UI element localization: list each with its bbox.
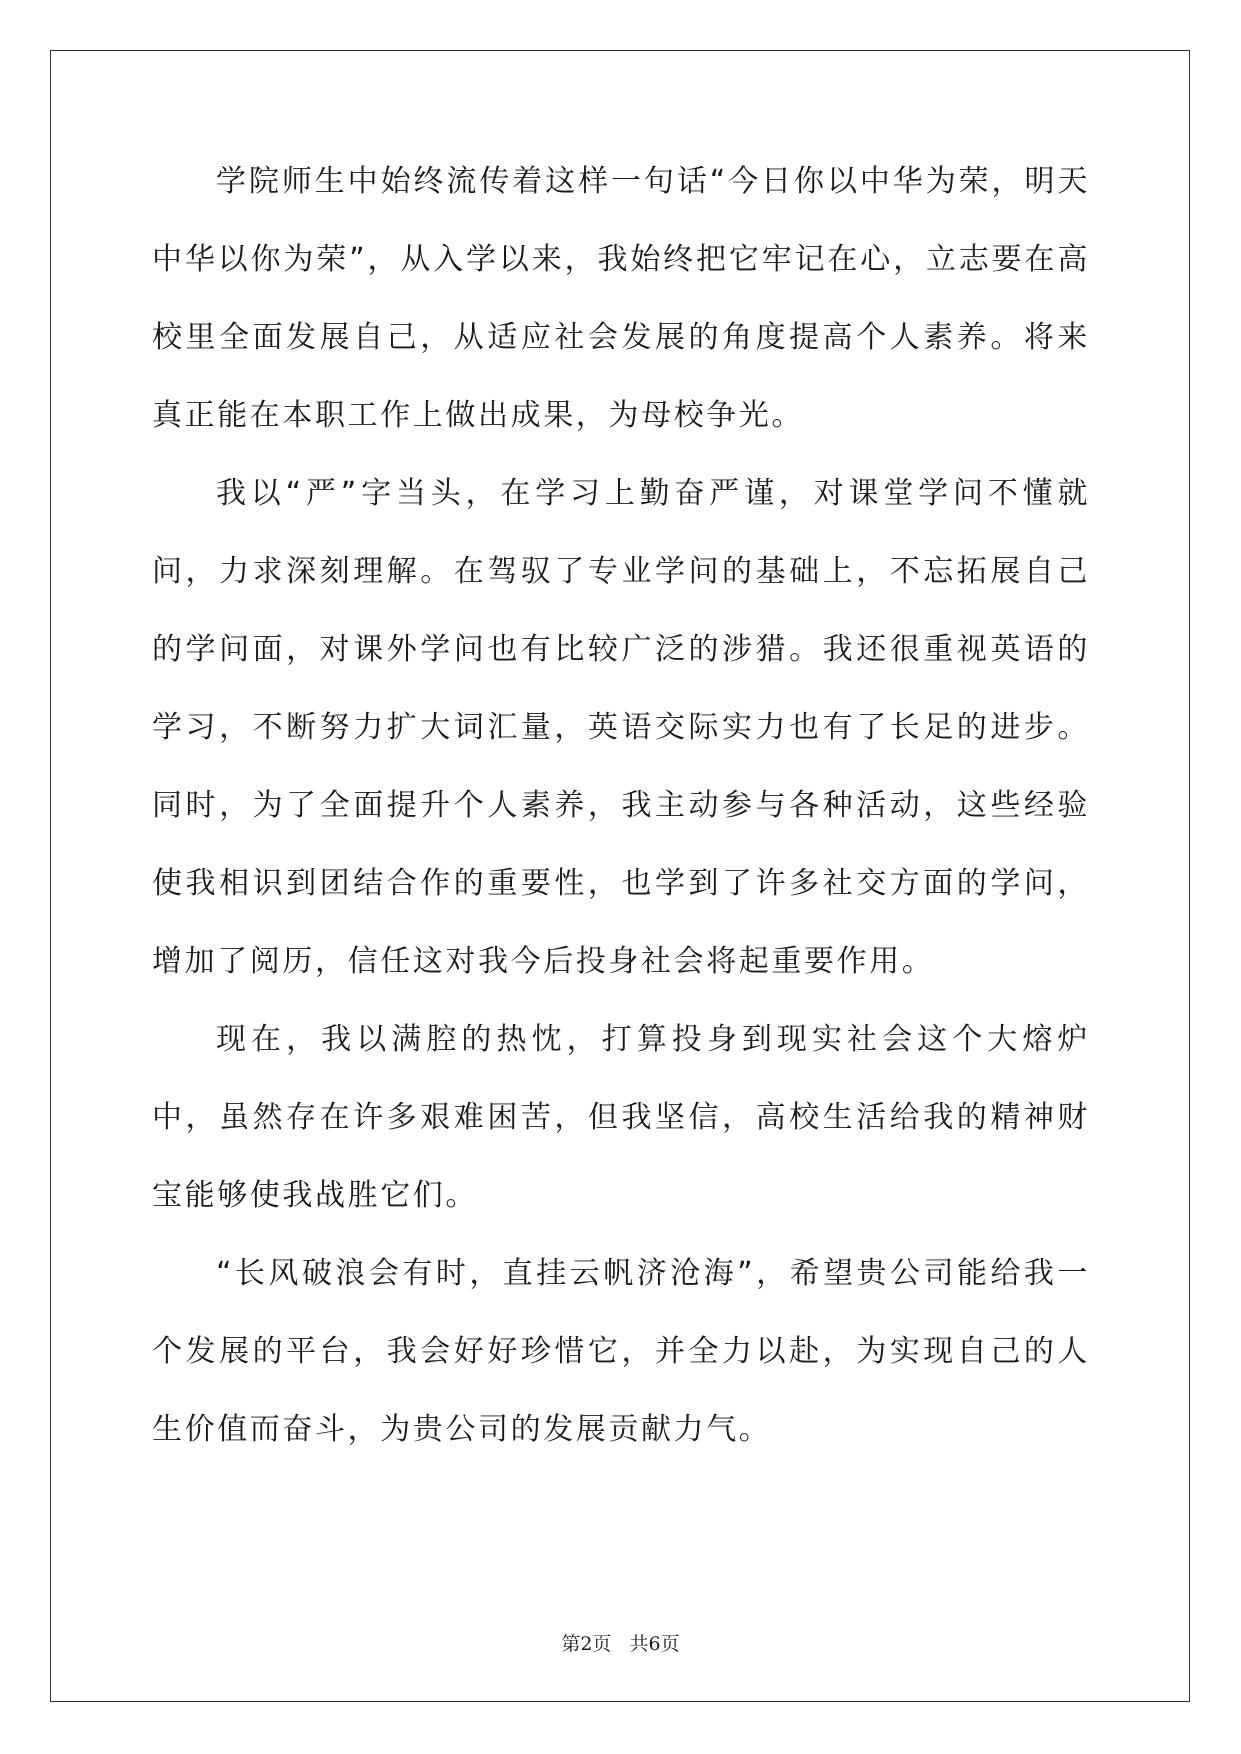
paragraph-1: 学院师生中始终流传着这样一句话“今日你以中华为荣，明天中华以你为荣”，从入学以来，我始终把它牢记在心，立志要在高校里全面发展自己，从适应社会发展的角度提高个人素养。将来真正能在本职工作上做出成果，为母校争光。 bbox=[152, 164, 1090, 433]
paragraph-2: 我以“严”字当头，在学习上勤奋严谨，对课堂学问不懂就问，力求深刻理解。在驾驭了专业学问的基础上，不忘拓展自己的学问面，对课外学问也有比较广泛的涉猎。我还很重视英语的学习，不断努力扩大词汇量，英语交际实力也有了长足的进步。同时，为了全面提升个人素养，我主动参与各种活动，这些经验使我相识到团结合作的重要性，也学到了许多社交方面的学问，增加了阅历，信任这对我今后投身社会将起重要作用。 bbox=[152, 476, 1090, 979]
document-body bbox=[152, 143, 1090, 1469]
page-number-footer: 第2页 共6页 bbox=[561, 1633, 680, 1655]
paragraph-3: 现在，我以满腔的热忱，打算投身到现实社会这个大熔炉中，虽然存在许多艰难困苦，但我坚信，高校生活给我的精神财宝能够使我战胜它们。 bbox=[152, 1022, 1090, 1213]
paragraph-4: “长风破浪会有时，直挂云帆济沧海”，希望贵公司能给我一个发展的平台，我会好好珍惜它，并全力以赴，为实现自己的人生价值而奋斗，为贵公司的发展贡献力气。 bbox=[152, 1256, 1090, 1447]
